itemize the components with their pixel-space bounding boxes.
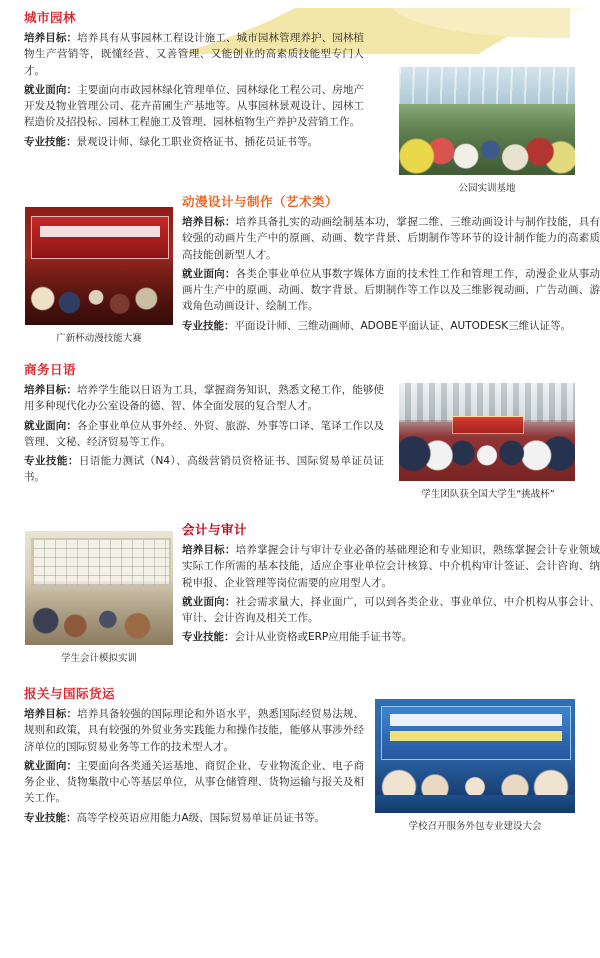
section-body [24, 30, 364, 150]
skills-paragraph [24, 810, 364, 826]
greenhouse-training-photo [398, 66, 576, 176]
goal-paragraph [182, 214, 600, 263]
employment-text: 社会需求量大，择业面广，可以到各类企业、事业单位、中介机构从事会计、审计、会计咨询及相关工作。 [182, 595, 600, 625]
section-kuaiji-yu-shenji [0, 520, 600, 676]
photo-detail-people [399, 112, 575, 175]
skills-label: 专业技能： [182, 319, 235, 332]
employment-paragraph [182, 594, 600, 627]
conference-photo-caption: 学校召开服务外包专业建设大会 [408, 821, 542, 832]
skills-label: 专业技能： [24, 455, 79, 468]
section-title: 城市园林 [24, 10, 77, 25]
skills-paragraph [182, 318, 600, 334]
goal-label: 培养目标： [182, 544, 236, 556]
student-team-award-photo [398, 382, 576, 482]
skills-label: 专业技能： [24, 135, 77, 148]
employment-label: 就业面向： [182, 267, 236, 280]
section-dongman-sheji [0, 192, 600, 352]
goal-label: 培养目标： [182, 216, 236, 228]
employment-paragraph [24, 82, 364, 131]
employment-label: 就业面向： [182, 595, 236, 608]
employment-label: 就业面向： [24, 419, 77, 432]
section-baoguan-guoji-huoyun [0, 684, 600, 844]
goal-paragraph [24, 382, 384, 415]
section-body [182, 542, 600, 646]
photo-detail-desks [25, 581, 173, 645]
greenhouse-photo-caption: 公园实训基地 [458, 183, 516, 194]
employment-paragraph [24, 758, 364, 807]
goal-text: 培养具备扎实的动画绘制基本功，掌握二维、三维动画设计与制作技能，具有较强的动画片生产中的原画、动画、数字背景、后期制作等环节的设计制作能力的高素质高技能创新型人才。 [182, 216, 600, 261]
skills-text: 会计从业资格或ERP应用能手证书等。 [234, 631, 413, 644]
section-title: 会计与审计 [182, 522, 248, 537]
accounting-simulation-photo [24, 530, 174, 646]
photo-detail-table [375, 795, 575, 813]
goal-label: 培养目标： [24, 32, 78, 44]
employment-text: 主要面向市政园林绿化管理单位、园林绿化工程公司、房地产开发及物业管理公司、花卉苗圃生产基地等。从事园林景观设计、园林工程造价及招投标、园林工程施工及管理、园林植物生产养护及营销工作。 [24, 83, 365, 129]
skills-text: 高等学校英语应用能力A级、国际贸易单证员证书等。 [76, 811, 326, 824]
photo-detail-banner [31, 216, 169, 258]
goal-paragraph [182, 542, 600, 591]
photo-detail-crowd [25, 259, 173, 325]
goal-text: 培养具备较强的国际理论和外语水平，熟悉国际经贸易法规、规则和政策，具有较强的外贸业务实践能力和操作技能，能够从事涉外经济单位的国际贸易业务等工作的技术型人才。 [24, 708, 365, 753]
goal-text: 培养学生能以日语为工具，掌握商务知识，熟悉文秘工作，能够使用多种现代化办公室设备的德、智、体全面发展的复合型人才。 [24, 384, 385, 413]
skills-paragraph [182, 629, 600, 645]
section-body [24, 706, 364, 826]
section-title: 报关与国际货运 [24, 686, 116, 701]
accounting-photo-caption: 学生会计模拟实训 [60, 653, 137, 664]
skills-label: 专业技能： [182, 631, 235, 644]
goal-text: 培养掌握会计与审计专业必备的基础理论和专业知识，熟练掌握会计专业领域实际工作所需的基本技能，适应企事业单位会计核算、中介机构审计签证、会计咨询、纳税申报、企业管理等岗位需要的应用型人才。 [182, 544, 600, 589]
photo-detail-banner-screen [381, 706, 571, 760]
goal-paragraph [24, 706, 364, 755]
skills-text: 日语能力测试（N4）、高级营销员资格证书、国际贸易单证员证书。 [24, 455, 385, 484]
employment-label: 就业面向： [24, 759, 78, 772]
employment-text: 各企事业单位从事外经、外贸、旅游、外事等口译、笔译工作以及管理、文秘、经济贸易等工作。 [24, 419, 385, 448]
employment-text: 主要面向各类通关运基地、商贸企业、专业物流企业、电子商务企业、货物集散中心等基层单位，从事仓储管理、货物运输与报关及相关工作。 [24, 759, 365, 805]
section-body [24, 382, 384, 486]
skills-text: 景观设计师、绿化工职业资格证书、插花员证书等。 [76, 135, 318, 148]
photo-detail-team [399, 420, 575, 481]
employment-paragraph [24, 418, 384, 451]
outsourcing-conference-photo [374, 698, 576, 814]
team-photo-caption: 学生团队获全国大学生“挑战杯” [421, 489, 555, 500]
goal-label: 培养目标： [24, 708, 78, 720]
photo-detail-roof [399, 67, 575, 104]
skills-label: 专业技能： [24, 811, 77, 824]
employment-label: 就业面向： [24, 83, 78, 96]
skills-paragraph [24, 453, 384, 486]
animation-photo-caption: 广新杯动漫技能大赛 [56, 333, 142, 344]
goal-text: 培养具有从事园林工程设计施工、城市园林管理养护、园林植物生产营销等，既懂经营、又善管理、又能创业的高素质技能型专门人才。 [24, 32, 365, 77]
skills-paragraph [24, 134, 364, 150]
employment-text: 各类企事业单位从事数字媒体方面的技术性工作和管理工作，动漫企业从事动画片生产中的原画、动画、数字背景、后期制作等工作以及三维影视动画、广告动画、游戏角色动画设计、绘制工作。 [182, 267, 600, 313]
goal-label: 培养目标： [24, 384, 77, 396]
brochure-page [0, 8, 600, 958]
section-shangwu-riyu [0, 360, 600, 512]
goal-paragraph [24, 30, 364, 79]
section-title: 商务日语 [24, 362, 77, 377]
employment-paragraph [182, 266, 600, 315]
animation-competition-photo [24, 206, 174, 326]
section-chengshi-yuanlin [0, 8, 600, 194]
section-body [182, 214, 600, 334]
skills-text: 平面设计师、三维动画师、ADOBE平面认证、AUTODESK三维认证等。 [234, 319, 572, 332]
photo-detail-board [31, 538, 171, 588]
section-title: 动漫设计与制作（艺术类） [182, 194, 339, 209]
